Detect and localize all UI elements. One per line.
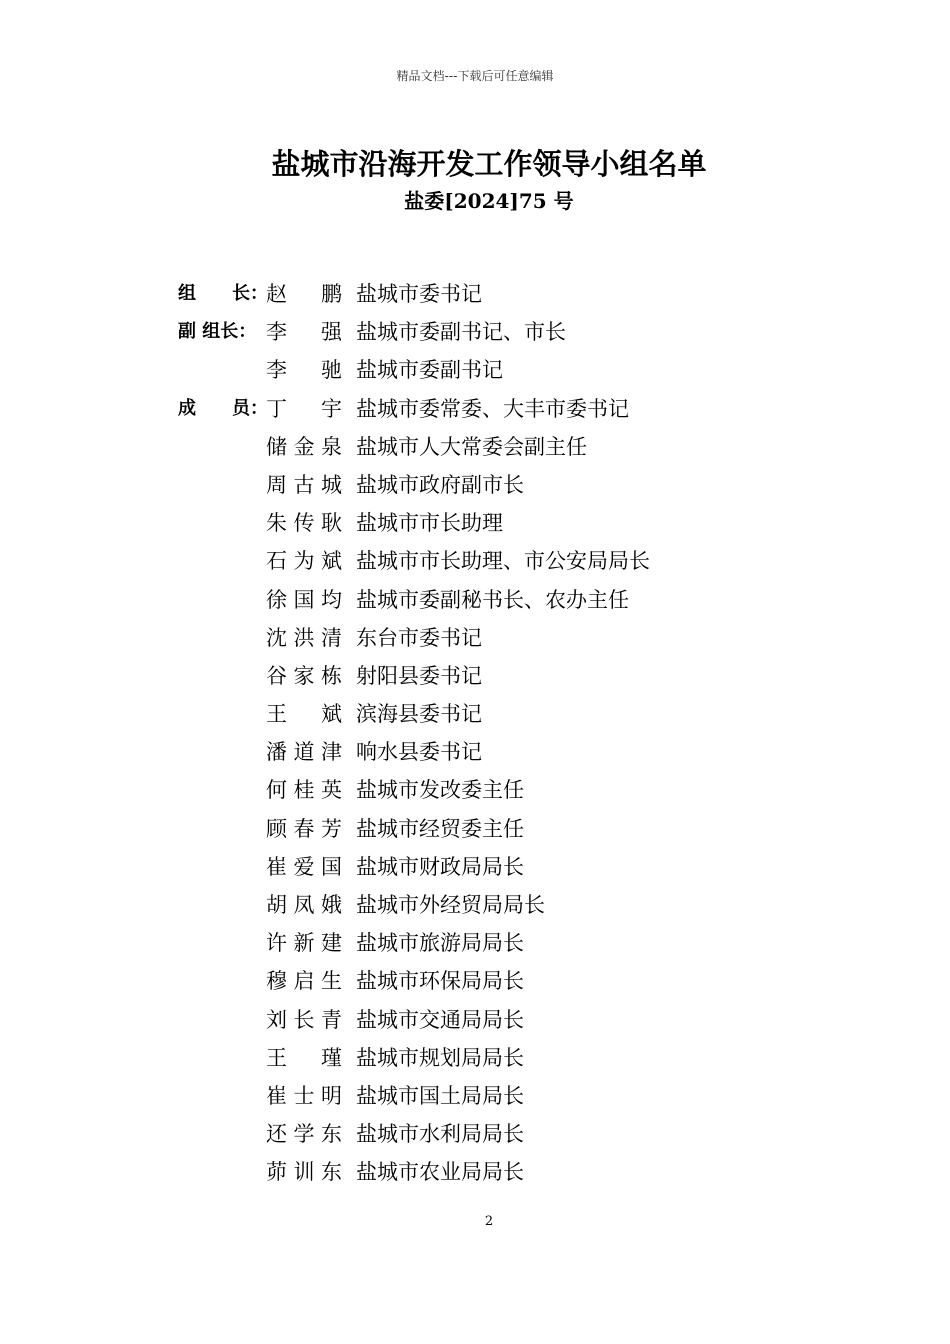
member-row <box>0 774 950 812</box>
member-row <box>0 698 950 736</box>
member-role: 成 员： <box>178 397 268 419</box>
member-row <box>0 278 950 316</box>
member-row <box>0 1080 950 1118</box>
member-title: 盐城市农业局局长 <box>356 1160 524 1185</box>
member-name: 周古城 <box>266 472 342 497</box>
member-name: 还学东 <box>266 1122 342 1147</box>
member-row <box>0 1004 950 1042</box>
member-title: 盐城市委常委、大丰市委书记 <box>356 396 629 421</box>
member-name: 朱传耿 <box>266 511 342 536</box>
member-row <box>0 813 950 851</box>
member-row <box>0 889 950 927</box>
member-title: 盐城市政府副市长 <box>356 472 524 497</box>
member-name: 潘道津 <box>266 740 342 765</box>
member-name: 赵 鹏 <box>266 282 342 306</box>
member-title: 滨海县委书记 <box>356 702 482 727</box>
member-row <box>0 393 950 431</box>
member-title: 盐城市旅游局局长 <box>356 931 524 956</box>
member-row <box>0 736 950 774</box>
member-row <box>0 965 950 1003</box>
member-roster <box>0 278 950 1195</box>
member-title: 盐城市人大常委会副主任 <box>356 434 587 459</box>
member-title: 盐城市委书记 <box>356 282 482 306</box>
member-name: 石为斌 <box>266 549 342 574</box>
member-title: 盐城市水利局局长 <box>356 1122 524 1147</box>
member-name: 何桂英 <box>266 778 342 803</box>
member-title: 盐城市市长助理 <box>356 511 503 536</box>
member-name: 许新建 <box>266 931 342 956</box>
member-title: 东台市委书记 <box>356 625 482 650</box>
member-title: 盐城市市长助理、市公安局局长 <box>356 549 650 574</box>
member-title: 盐城市交通局局长 <box>356 1007 524 1032</box>
member-name: 王 斌 <box>266 702 342 727</box>
member-row <box>0 851 950 889</box>
member-title: 盐城市财政局局长 <box>356 854 524 879</box>
member-name: 茆训东 <box>266 1160 342 1185</box>
member-name: 储金泉 <box>266 434 342 459</box>
member-title: 盐城市委副秘书长、农办主任 <box>356 587 629 612</box>
member-title: 盐城市发改委主任 <box>356 778 524 803</box>
member-row <box>0 316 950 354</box>
member-name: 徐国均 <box>266 587 342 612</box>
member-name: 穆启生 <box>266 969 342 994</box>
member-title: 盐城市外经贸局局长 <box>356 893 545 917</box>
member-name: 胡凤娥 <box>266 893 342 917</box>
member-title: 盐城市委副书记、市长 <box>356 320 566 345</box>
member-row <box>0 354 950 392</box>
member-name: 沈洪清 <box>266 625 342 650</box>
member-name: 李 驰 <box>266 358 342 383</box>
member-row <box>0 584 950 622</box>
member-name: 顾春芳 <box>266 816 342 841</box>
member-row <box>0 545 950 583</box>
member-title: 盐城市委副书记 <box>356 358 503 383</box>
member-title: 盐城市环保局局长 <box>356 969 524 994</box>
member-row <box>0 507 950 545</box>
member-row <box>0 1118 950 1156</box>
member-name: 谷家栋 <box>266 663 342 688</box>
member-row <box>0 1042 950 1080</box>
member-name: 崔爱国 <box>266 854 342 879</box>
header-note: 精品文档---下载后可任意编辑 <box>396 69 554 83</box>
member-name: 刘长青 <box>266 1007 342 1032</box>
member-row <box>0 927 950 965</box>
member-row <box>0 1156 950 1194</box>
member-name: 李 强 <box>266 320 342 345</box>
member-title: 响水县委书记 <box>356 740 482 765</box>
member-row <box>0 622 950 660</box>
document-number: 盐委[2024]75 号 <box>404 189 574 213</box>
document-title: 盐城市沿海开发工作领导小组名单 <box>271 147 707 181</box>
member-role: 副 组长： <box>178 321 257 343</box>
member-name: 丁 宇 <box>266 396 342 421</box>
member-title: 盐城市经贸委主任 <box>356 816 524 841</box>
member-row <box>0 660 950 698</box>
member-title: 射阳县委书记 <box>356 663 482 688</box>
member-row <box>0 469 950 507</box>
member-role: 组 长： <box>178 283 268 304</box>
page-number: 2 <box>484 1214 494 1229</box>
member-name: 崔士明 <box>266 1083 342 1108</box>
member-title: 盐城市国土局局长 <box>356 1083 524 1108</box>
member-name: 王 瑾 <box>266 1045 342 1070</box>
member-row <box>0 431 950 469</box>
member-title: 盐城市规划局局长 <box>356 1045 524 1070</box>
